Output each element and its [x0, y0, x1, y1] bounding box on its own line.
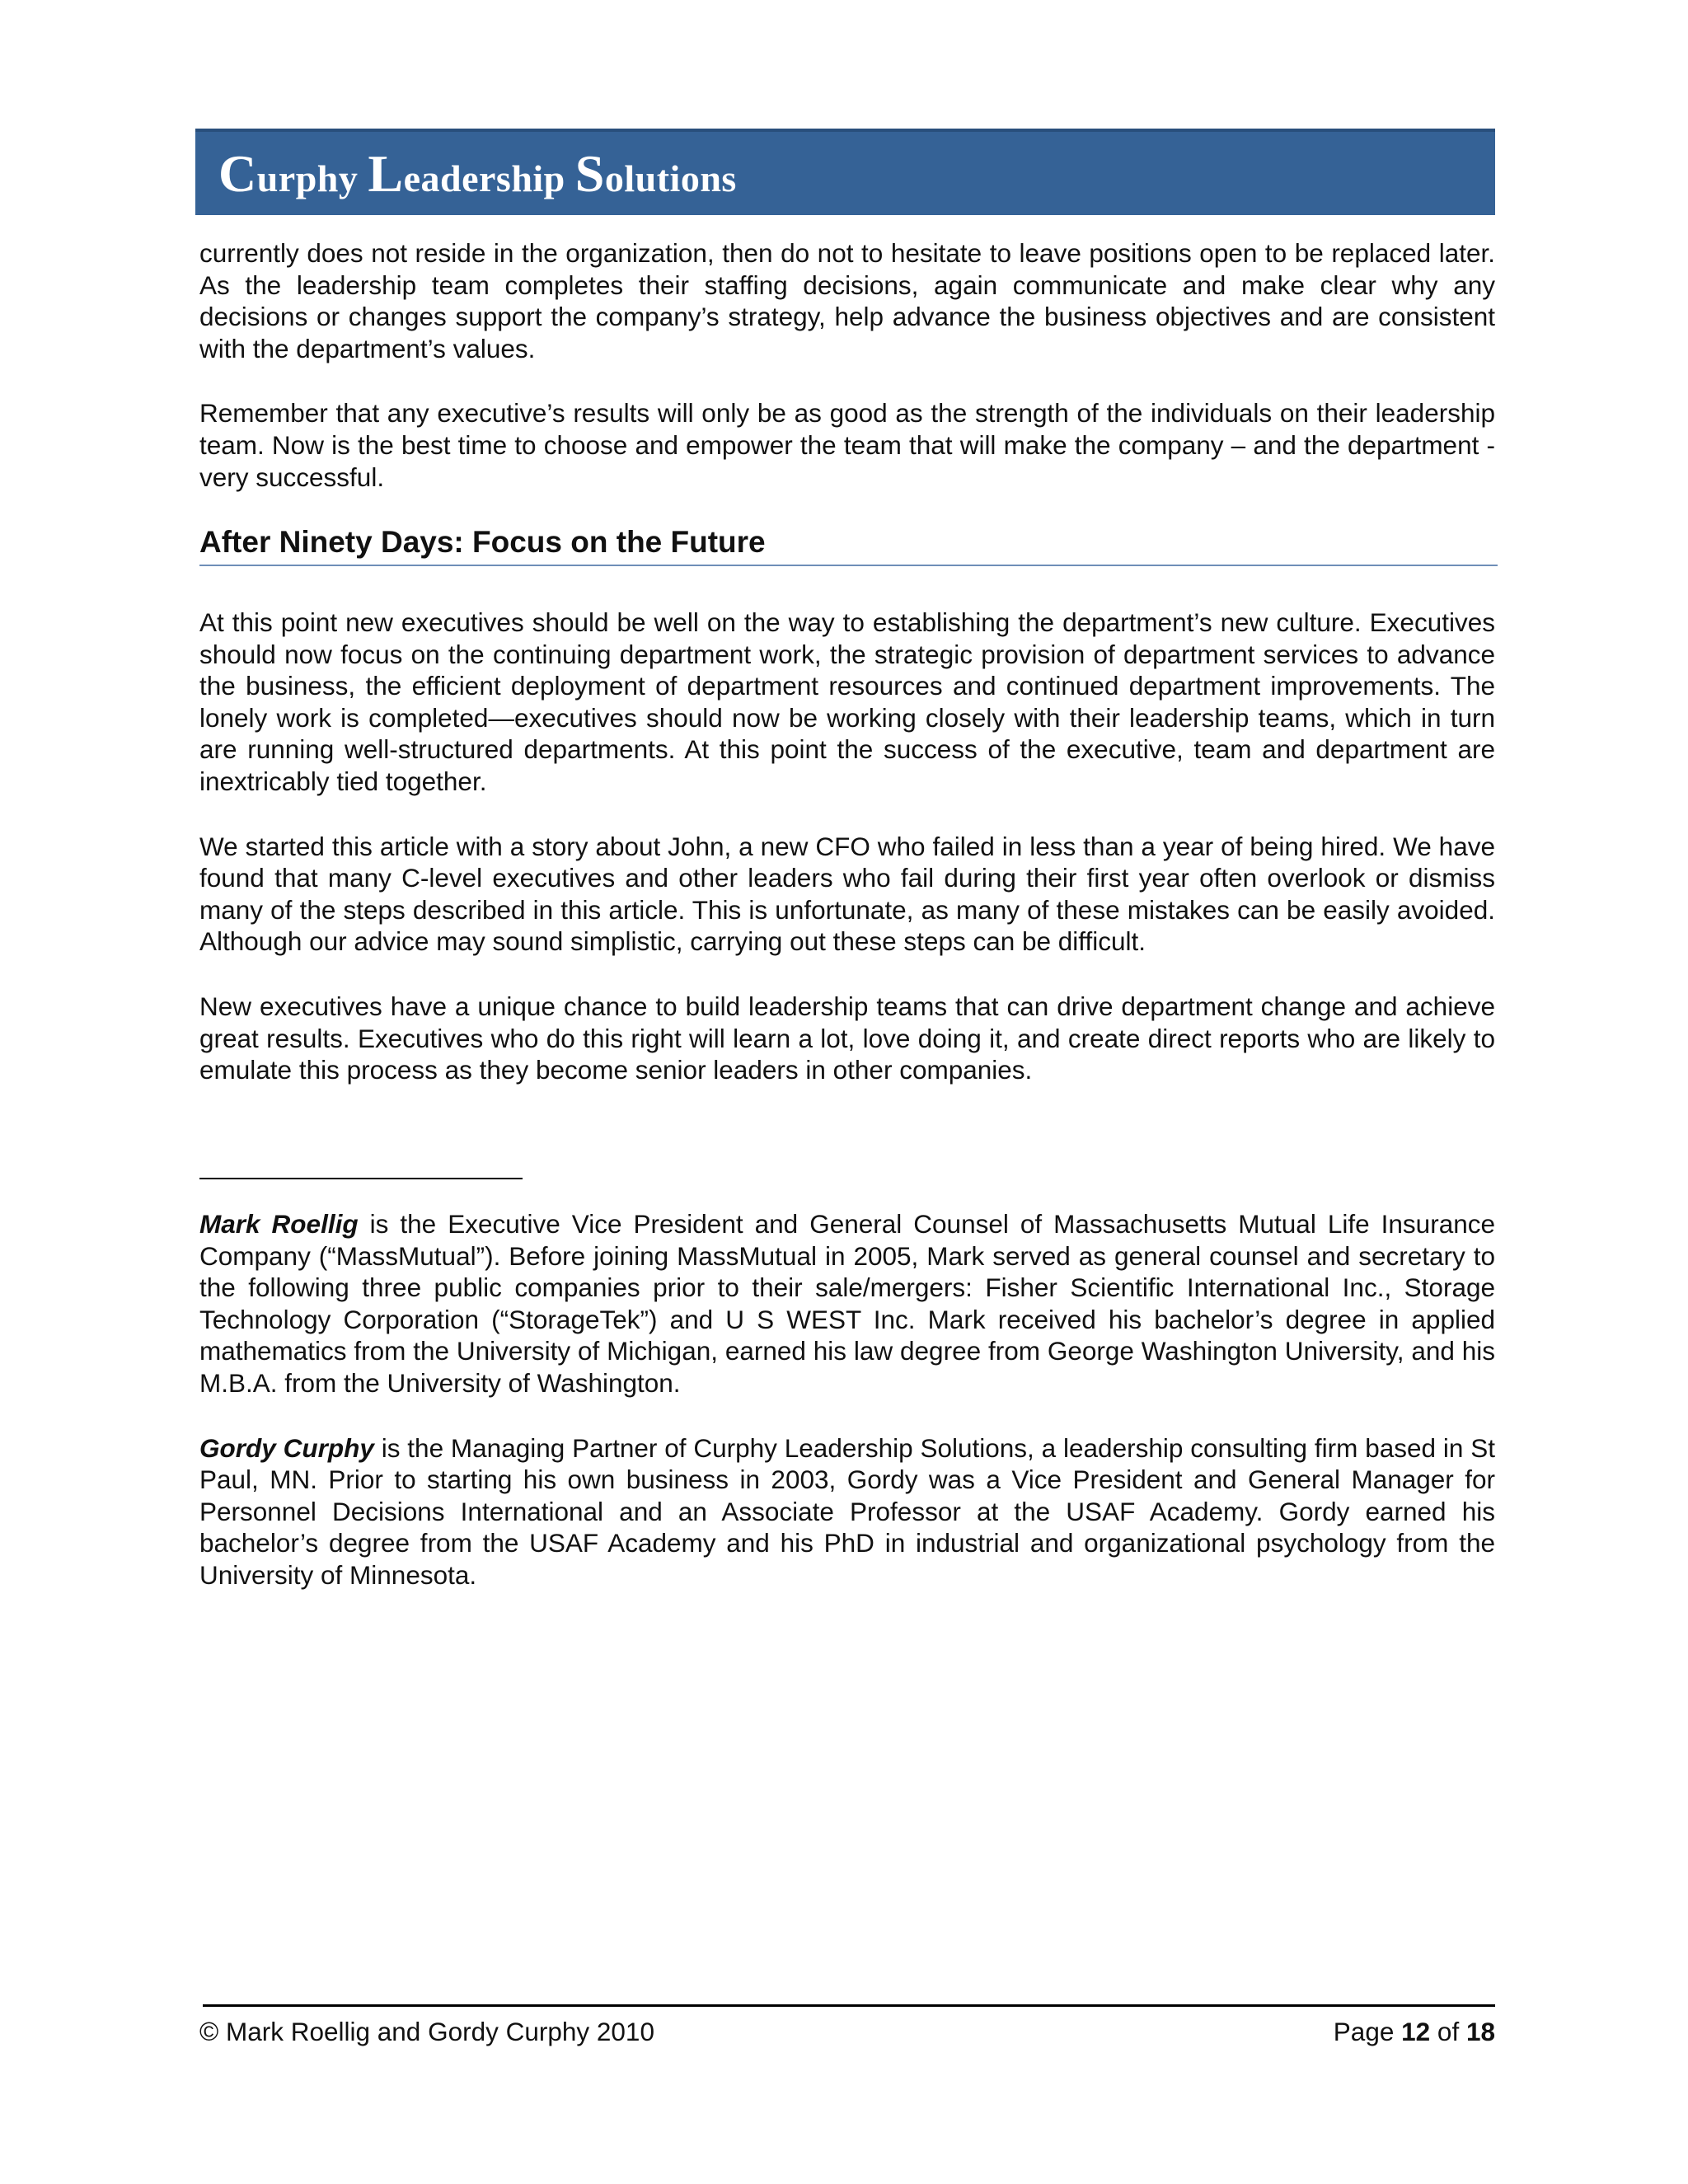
section-heading: After Ninety Days: Focus on the Future [199, 525, 1498, 566]
paragraph: We started this article with a story about John, a new CFO who failed in less than a year of being hired. We have found that many C-level executives and other leaders who fail during their first year often overlook or dismiss many of the steps described in this article. This is unfortunate, as many of these mistakes can be easily avoided. Although our advice may sound simplistic, carrying out these steps can be difficult. [199, 831, 1495, 957]
paragraph: Remember that any executive’s results will only be as good as the strength of the individuals on their leadership team. Now is the best time to choose and empower the team that will make the company – and the department - very successful. [199, 398, 1495, 492]
company-logo-title: Curphy Leadership Solutions [218, 144, 737, 203]
footnote-divider [199, 1178, 523, 1179]
author-bio-roellig: Mark Roellig is the Executive Vice President and General Counsel of Massachusetts Mutual Life Insurance Company (“MassMutual”). Before joining MassMutual in 2005, Mark served as general counsel and secretary to the following three public companies prior to their sale/mergers: Fisher Scientific International Inc., Storage Technology Corporation (“StorageTek”) and U S WEST Inc. Mark received his bachelor’s degree in applied mathematics from the University of Michigan, earned his law degree from George Washington University, and his M.B.A. from the University of Washington. [199, 1209, 1495, 1398]
paragraph: New executives have a unique chance to build leadership teams that can drive department change and achieve great results. Executives who do this right will learn a lot, love doing it, and create direct reports who are likely to emulate this process as they become senior leaders in other companies. [199, 991, 1495, 1085]
paragraph: currently does not reside in the organization, then do not to hesitate to leave positions open to be replaced later. As the leadership team completes their staffing decisions, again communicate and make clear why any decisions or changes support the company’s strategy, help advance the business objectives and are consistent with the department’s values. [199, 238, 1495, 363]
body-text-section [199, 607, 1495, 1086]
header-banner [195, 129, 1495, 215]
author-bios [199, 1208, 1495, 1591]
author-bio-curphy: Gordy Curphy is the Managing Partner of Curphy Leadership Solutions, a leadership consulting firm based in St Paul, MN. Prior to starting his own business in 2003, Gordy was a Vice President and General Manager for Personnel Decisions International and an Associate Professor at the USAF Academy. Gordy earned his bachelor’s degree from the USAF Academy and his PhD in industrial and organizational psychology from the University of Minnesota. [199, 1432, 1495, 1590]
footer-divider [203, 2004, 1495, 2007]
author-name: Mark Roellig [199, 1209, 359, 1239]
footer-copyright: © Mark Roellig and Gordy Curphy 2010 [199, 2017, 654, 2046]
body-text-top [199, 237, 1495, 493]
author-name: Gordy Curphy [199, 1432, 374, 1463]
page-number: Page 12 of 18 [1333, 2017, 1495, 2046]
paragraph: At this point new executives should be well on the way to establishing the department’s new culture. Executives should now focus on the continuing department work, the strategic provision of department services to advance the business, the efficient deployment of department resources and continued department improvements. The lonely work is completed—executives should now be working closely with their leadership teams, which in turn are running well-structured departments. At this point the success of the executive, team and department are inextricably tied together. [199, 607, 1495, 796]
